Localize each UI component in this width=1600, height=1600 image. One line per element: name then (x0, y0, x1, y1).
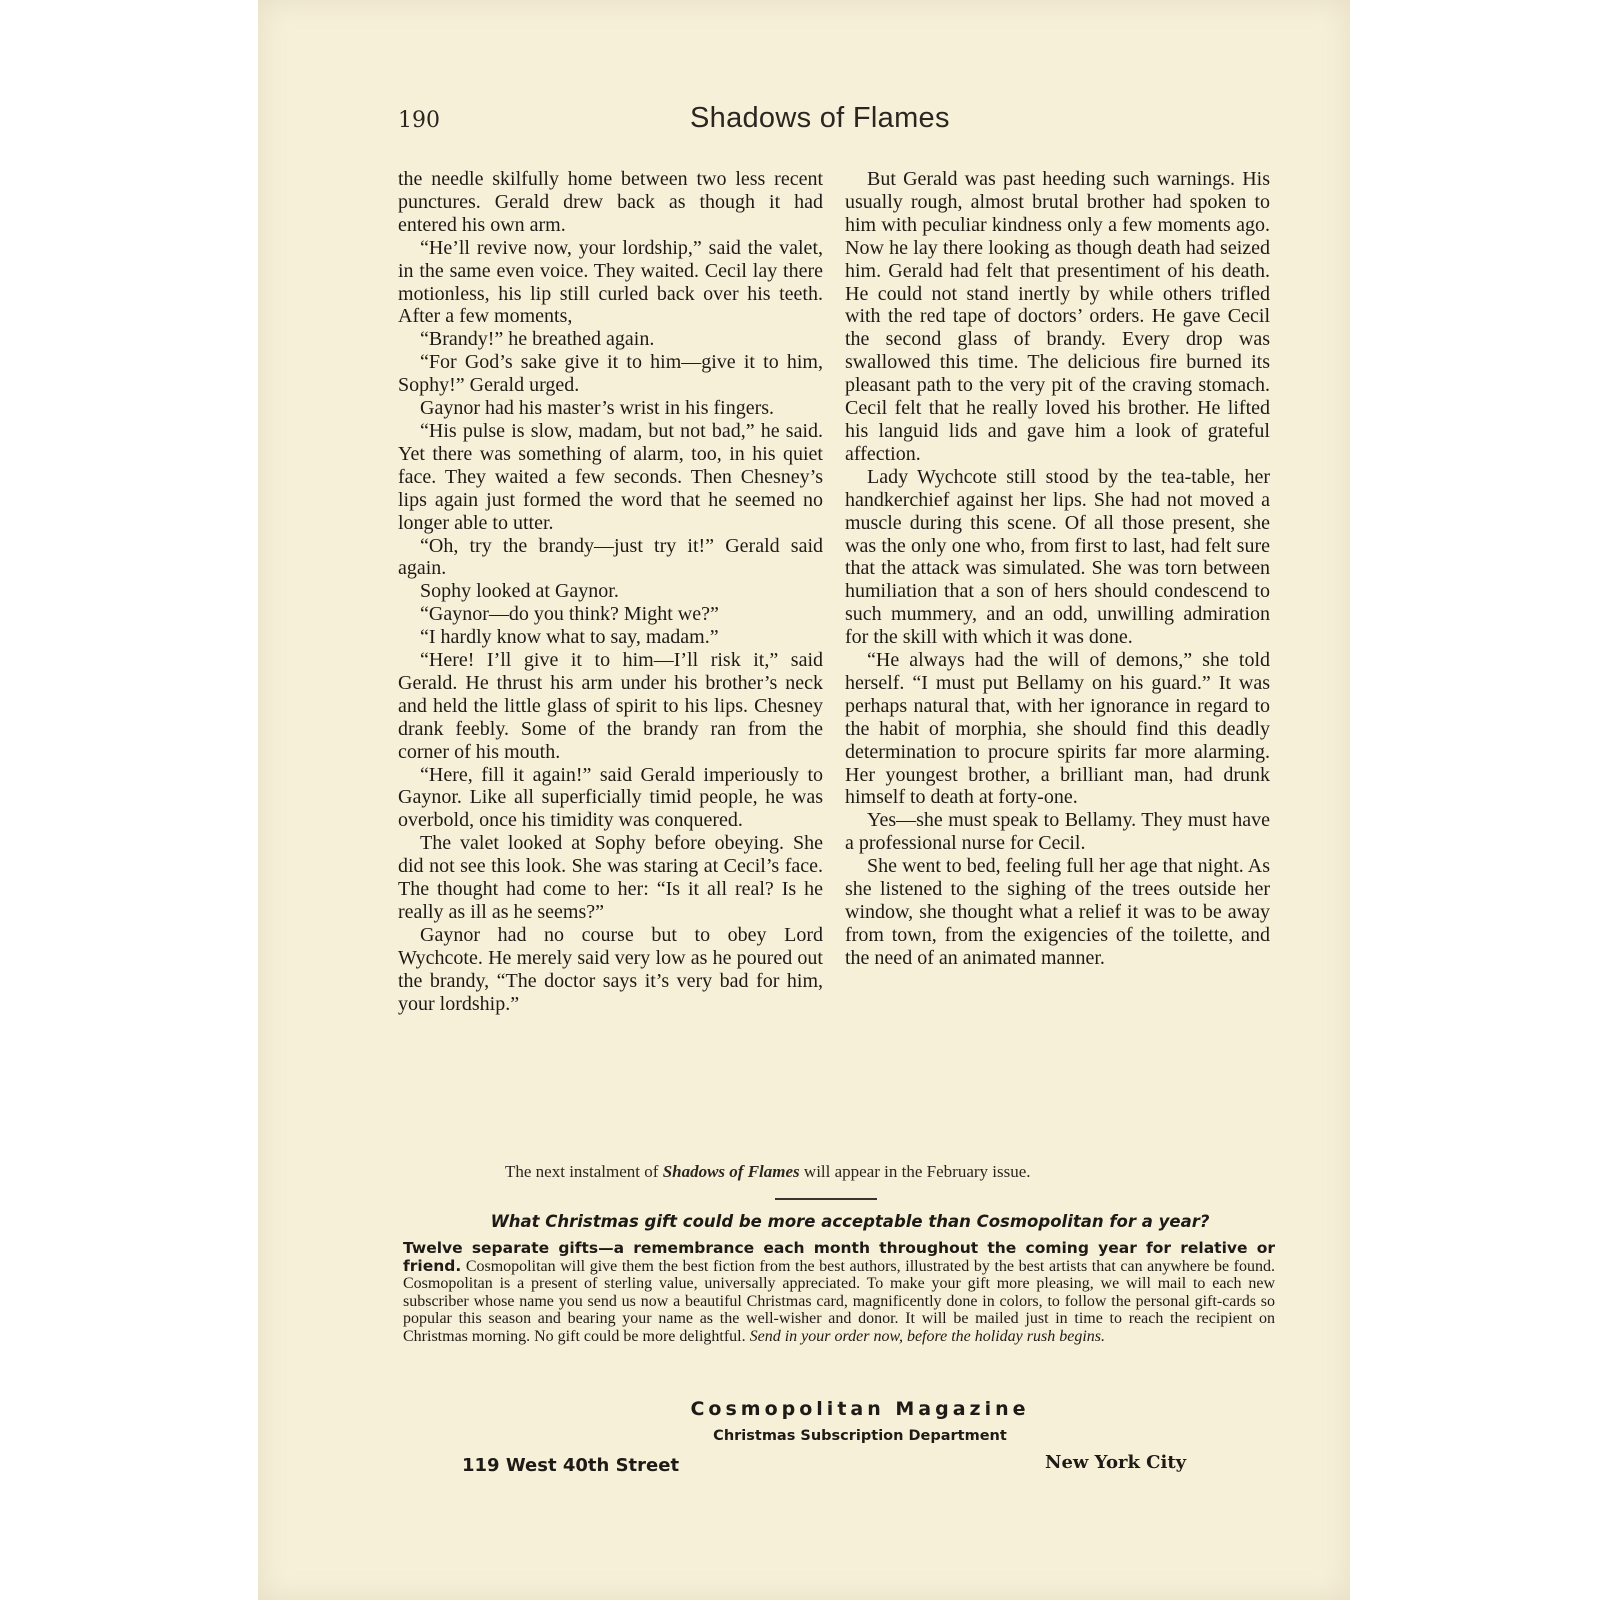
next-instalment-note (505, 1162, 1205, 1182)
paragraph: Yes—she must speak to Bellamy. They must have a professional nurse for Cecil. (845, 809, 1270, 855)
running-title: Shadows of Flames (690, 102, 950, 134)
paragraph: “For God’s sake give it to him—give it to him, Sophy!” Gerald urged. (398, 351, 823, 397)
ad-city: New York City (1045, 1452, 1187, 1473)
paragraph: the needle skilfully home between two less recent punctures. Gerald drew back as though it had entered his own arm. (398, 168, 823, 236)
ad-street-address: 119 West 40th Street (462, 1455, 680, 1476)
paragraph: “He’ll revive now, your lordship,” said the valet, in the same even voice. They waited. Cecil lay there motionless, his lip still curled back over his teeth. After a few moments, (398, 236, 823, 328)
note-story-title: Shadows of Flames (662, 1162, 800, 1181)
note-text-after: will appear in the February issue. (799, 1162, 1031, 1181)
paragraph: “Oh, try the brandy—just try it!” Gerald said again. (398, 534, 823, 580)
paragraph: Gaynor had no course but to obey Lord Wychcote. He merely said very low as he poured out the brandy, “The doctor says it’s very bad for him, your lordship.” (398, 923, 823, 1015)
paragraph: Gaynor had his master’s wrist in his fingers. (420, 397, 775, 420)
ad-closing: Send in your order now, before the holiday rush begins. (749, 1327, 1105, 1345)
left-column (398, 168, 823, 1016)
paragraph: “I hardly know what to say, madam.” (420, 626, 719, 649)
paragraph: “Gaynor—do you think? Might we?” (420, 603, 719, 626)
note-text-before: The next instalment of (505, 1162, 663, 1181)
ad-magazine-name: Cosmopolitan Magazine (690, 1398, 1030, 1420)
ad-body (403, 1240, 1275, 1345)
ad-headline: What Christmas gift could be more acceptable than Cosmopolitan for a year? (490, 1212, 1210, 1231)
paragraph: “Here! I’ll give it to him—I’ll risk it,” said Gerald. He thrust his arm under his brother’s neck and held the little glass of spirit to his lips. Chesney drank feebly. Some of the brandy ran from the corner of his mouth. (398, 649, 823, 763)
paragraph: “Here, fill it again!” said Gerald imperiously to Gaynor. Like all superficially timid people, he was overbold, once his timidity was conquered. (398, 763, 823, 832)
paragraph: “His pulse is slow, madam, but not bad,” he said. Yet there was something of alarm, too, in his quiet face. They waited a few seconds. Then Chesney’s lips again just formed the word that he seemed no longer able to utter. (398, 419, 823, 534)
ad-lead: Twelve separate gifts—a remembrance each month throughout the coming year for relative or friend. (403, 1239, 1275, 1275)
paragraph: Sophy looked at Gaynor. (420, 580, 619, 603)
paragraph: The valet looked at Sophy before obeying. She did not see this look. She was staring at Cecil’s face. The thought had come to her: “Is it all real? Is he really as ill as he seems?” (398, 832, 823, 923)
divider-rule (775, 1198, 877, 1200)
ad-department: Christmas Subscription Department (713, 1428, 1007, 1444)
paragraph: Lady Wychcote still stood by the tea-table, her handkerchief against her lips. She had not moved a muscle during this scene. Of all those present, she was the only one who, from first to last, had felt sure that the attack was simulated. She was torn between humiliation that a son of hers should condescend to such mummery, and an odd, unwilling admiration for the skill with which it was done. (845, 465, 1270, 649)
paragraph: “He always had the will of demons,” she told herself. “I must put Bellamy on his guard.” It was perhaps natural that, with her ignorance in regard to the habit of morphia, she should find this deadly determination to procure spirits far more alarming. Her youngest brother, a brilliant man, had drunk himself to death at forty-one. (845, 649, 1270, 809)
paragraph: “Brandy!” he breathed again. (420, 328, 655, 351)
ad-body-text: Cosmopolitan will give them the best fiction from the best authors, illustrated by the best artists that can anywhere be found. Cosmopolitan is a present of sterling value, universally appreciated. To make your gift more pleasing, we will mail to each new subscriber whose name you send us now a beautiful Christmas card, magnificently done in colors, to follow the personal gift-cards so popular this season and bearing your name as the well-wisher and donor. It will be mailed just in time to reach the recipient on Christmas morning. No gift could be more delightful. (403, 1257, 1275, 1345)
paragraph: She went to bed, feeling full her age that night. As she listened to the sighing of the trees outside her window, she thought what a relief it was to be away from town, from the exigencies of the toilette, and the need of an animated manner. (845, 855, 1270, 969)
paragraph: But Gerald was past heeding such warnings. His usually rough, almost brutal brother had spoken to him with peculiar kindness only a few moments ago. Now he lay there looking as though death had seized him. Gerald had felt that presentiment of his death. He could not stand inertly by while others trifled with the red tape of doctors’ orders. He gave Cecil the second glass of brandy. Every drop was swallowed this time. The delicious fire burned its pleasant path to the very pit of the craving stomach. Cecil felt that he really loved his brother. He lifted his languid lids and gave him a look of grateful affection. (845, 168, 1270, 465)
right-column (845, 168, 1270, 970)
page-number: 190 (398, 108, 440, 133)
